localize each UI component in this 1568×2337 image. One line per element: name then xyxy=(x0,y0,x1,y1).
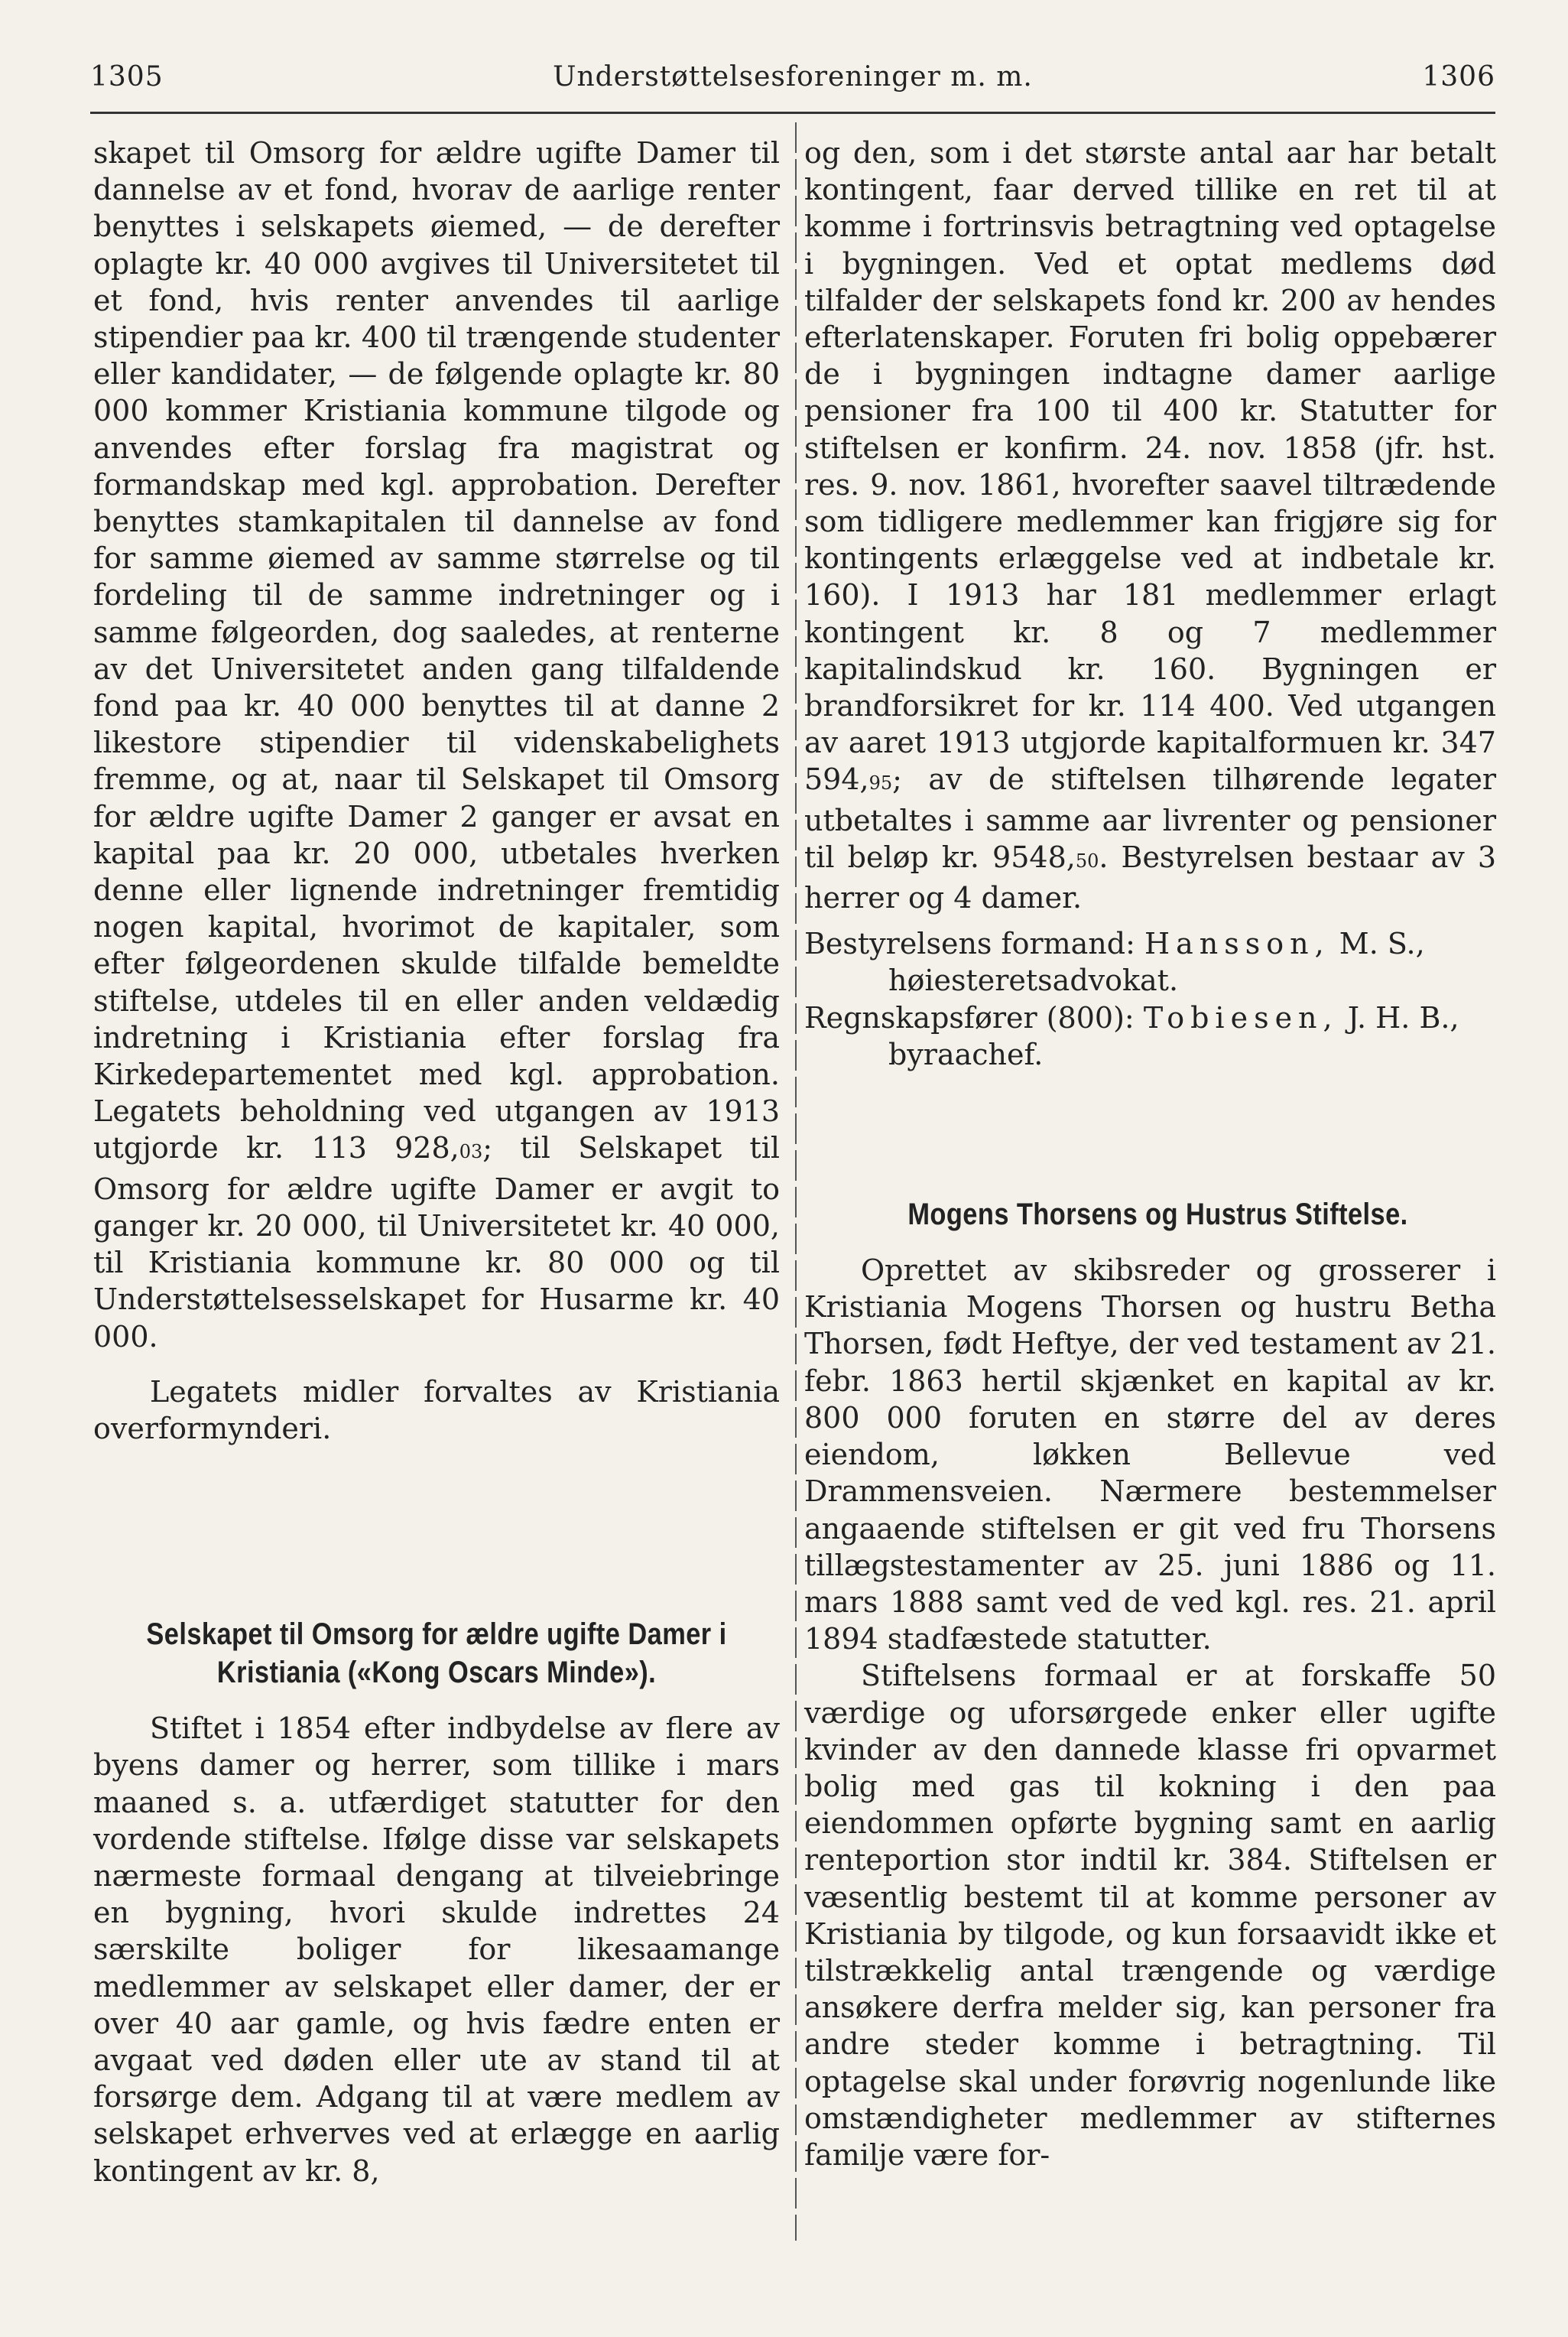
board-chair: Bestyrelsens formand: Hansson, M. S., høiesteretsadvokat. xyxy=(804,927,1425,998)
page-number-left: 1305 xyxy=(90,61,164,93)
running-title: Understøttelsesforeninger m. m. xyxy=(553,61,1033,93)
running-header xyxy=(90,61,1495,107)
paragraph-purpose: Stiftelsens formaal er at forskaffe 50 værdige og uforsørgede enker eller ugifte kvinder av den dannede klasse fri opvarmet bolig med gas til kokning i den paa eiendommen opførte bygning samt en aarlig renteportion stor indtil kr. 384. Stiftelsen er væsentlig bestemt til at komme personer av Kristiania by tilgode, og kun forsaavidt ikke et tilstrækkelig antal trængende og værdige ansøkere derfra melder sig, kan personer fra andre steder komme i betragtning. Til optagelse skal under forøvrig nogenlunde like omstændigheter medlemmer av stifternes familje være for- xyxy=(804,1659,1496,2172)
accountant: Regnskapsfører (800): Tobiesen, J. H. B., byraachef. xyxy=(804,1000,1459,1071)
page-number-right: 1306 xyxy=(1422,61,1495,93)
paragraph-founding: Oprettet av skibsreder og grosserer i Kristiania Mogens Thorsen og hustru Betha Thorsen, født Heftye, der ved testament av 21. febr. 1863 hertil skjænket en kapital av kr. 800 000 foruten en større del av deres eiendom, løkken Bellevue ved Drammensveien. Nærmere bestemmelser angaaende stiftelsen er git ved fru Thorsens tillægstestamenter av 25. juni 1886 og 11. mars 1888 samt ved de ved kgl. res. 21. april 1894 stadfæstede statutter. xyxy=(804,1253,1496,1656)
section-body: Stiftet i 1854 efter indbydelse av flere av byens damer og herrer, som tillike i mars maaned s. a. utfærdiget statutter for den vordende stiftelse. Ifølge disse var selskapets nærmeste formaal dengang at tilveiebringe en bygning, hvori skulde indrettes 24 særskilte boliger for likesaamange medlemmer av selskapet eller damer, der er over 40 aar gamle, og hvis fædre enten er avgaat ved døden eller ute av stand til at forsørge dem. Adgang til at være medlem av selskapet erhverves ved at erlægge en aarlig kontingent av kr. 8, xyxy=(93,1711,780,2188)
column-separator xyxy=(795,122,797,2241)
continued-paragraph: og den, som i det største antal aar har betalt kontingent, faar derved tillike en ret til at komme i fortrinsvis betragtning ved optagelse i bygningen. Ved et optat medlems død tilfalder der selskapets fond kr. 200 av hendes efterlatenskaper. Foruten fri bolig oppebærer de i bygningen indtagne damer aarlige pensioner fra 100 til 400 kr. Statutter for stiftelsen er konfirm. 24. nov. 1858 (jfr. hst. res. 9. nov. 1861, hvorefter saavel tiltrædende som tidligere medlemmer kan frigjøre sig for kontingents erlæggelse ved at indbetale kr. 160). I 1913 har 181 medlemmer erlagt kontingent kr. 8 og 7 medlemmer kapitalindskud kr. 160. Bygningen er brandforsikret for kr. 114 400. Ved utgangen av aaret 1913 utgjorde kapitalformuen kr. 347 594,95; av de stiftelsen tilhørende legater utbetaltes i samme aar livrenter og pensioner til beløp kr. 9548,50. Bestyrelsen bestaar av 3 herrer og 4 damer. xyxy=(804,136,1496,915)
section-heading-kong-oscars-minde: Selskapet til Omsorg for ældre ugifte Damer i Kristiania («Kong Oscars Minde»). xyxy=(146,1617,727,1690)
left-column xyxy=(93,135,780,2189)
continued-paragraph: skapet til Omsorg for ældre ugifte Damer til dannelse av et fond, hvorav de aarlige renter benyttes i selskapets øiemed, — de derefter oplagte kr. 40 000 avgives til Universitetet til et fond, hvis renter anvendes til aarlige stipendier paa kr. 400 til trængende studenter eller kandidater, — de følgende oplagte kr. 80 000 kommer Kristiania kommune tilgode og anvendes efter forslag fra magistrat og formandskap med kgl. approbation. Derefter benyttes stamkapitalen til dannelse av fond for samme øiemed av samme størrelse og til fordeling til de samme indretninger og i samme følgeorden, dog saaledes, at renterne av det Universitetet anden gang tilfaldende fond paa kr. 40 000 benyttes til at danne 2 likestore stipendier til videnskabelighets fremme, og at, naar til Selskapet til Omsorg for ældre ugifte Damer 2 ganger er avsat en kapital paa kr. 20 000, utbetales hverken denne eller lignende indretninger fremtidig nogen kapital, hvorimot de kapitaler, som efter følgeordenen skulde tilfalde bemeldte stiftelse, utdeles til en eller anden veldædig indretning i Kristiania efter forslag fra Kirkedepartementet med kgl. approbation. Legatets beholdning ved utgangen av 1913 utgjorde kr. 113 928,03; til Selskapet til Omsorg for ældre ugifte Damer er avgit to ganger kr. 20 000, til Universitetet kr. 40 000, til Kristiania kommune kr. 80 000 og til Understøttelsesselskapet for Husarme kr. 40 000. xyxy=(93,136,780,1354)
right-column xyxy=(804,135,1496,2173)
header-rule xyxy=(90,112,1495,114)
admin-note: Legatets midler forvaltes av Kristiania overformynderi. xyxy=(93,1374,780,1445)
section-heading-thorsens-stiftelse: Mogens Thorsens og Hustrus Stiftelse. xyxy=(907,1198,1408,1232)
